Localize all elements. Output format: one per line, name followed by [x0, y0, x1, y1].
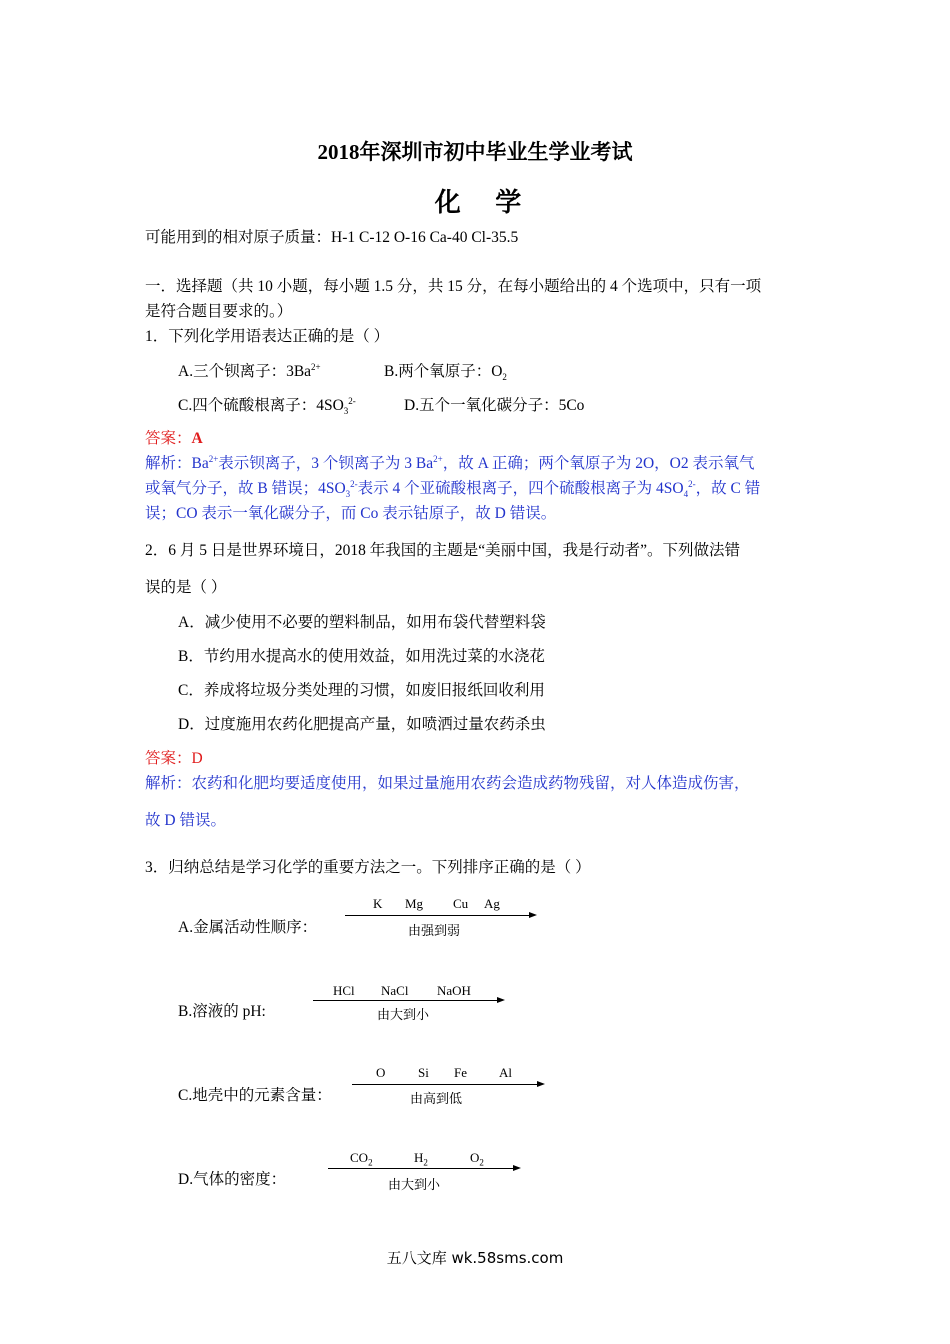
- q3-a-caption: 由强到弱: [408, 924, 461, 939]
- atomic-masses: 可能用到的相对原子质量：H-1 C-12 O-16 Ca-40 Cl-35.5: [145, 229, 519, 246]
- q3-c-item-2: Si: [418, 1065, 429, 1080]
- q3-option-d-label: D.气体的密度：: [178, 1171, 287, 1188]
- q3-d-item-2-text: H: [414, 1150, 424, 1165]
- q1-analysis-l1-c: ，故 A 正确；两个氧原子为 2O，O2 表示氧气: [442, 455, 755, 472]
- subject-title: 化 学: [434, 188, 536, 217]
- q1-analysis-l2-sub1: 3: [345, 489, 351, 500]
- q3-a-item-3: Cu: [453, 896, 469, 911]
- q2-answer-label: 答案：: [145, 750, 192, 767]
- section-heading-line2: 是符合题目要求的。）: [145, 303, 293, 320]
- q3-c-item-3: Fe: [454, 1065, 467, 1080]
- q3-b-item-2: NaCl: [381, 983, 409, 998]
- q3-d-item-1-text: CO: [350, 1150, 369, 1165]
- q1-analysis-l1-a: 解析：Ba: [145, 455, 209, 472]
- q2-analysis-line1: 解析：农药和化肥均要适度使用，如果过量施用农药会造成药物残留，对人体造成伤害，: [145, 775, 750, 792]
- q3-b-arrow-head: [497, 997, 505, 1003]
- q3-c-caption: 由高到低: [410, 1092, 463, 1107]
- q3-a-item-2: Mg: [405, 896, 424, 911]
- q2-option-b: B．节约用水提高水的使用效益，如用洗过菜的水浇花: [178, 648, 545, 665]
- q1-analysis-l2-b: 表示 4 个亚硫酸根离子，四个硫酸根离子为 4SO: [357, 480, 684, 497]
- q1-answer-label: 答案：: [145, 430, 192, 447]
- q1-option-c-sup: 2-: [348, 395, 356, 406]
- section-heading-line1: 一．选择题（共 10 小题，每小题 1.5 分，共 15 分，在每小题给出的 4 个选项中，只有一项: [145, 278, 762, 295]
- q1-option-a: [178, 361, 321, 383]
- q2-analysis-line2: 故 D 错误。: [145, 812, 226, 829]
- q3-d-arrow-head: [513, 1165, 521, 1171]
- q1-analysis-l2-a: 或氧气分子，故 B 错误；4SO: [145, 480, 346, 497]
- q3-option-a-label: A.金属活动性顺序：: [178, 919, 318, 936]
- q1-analysis-l2-sup1: 2-: [350, 478, 358, 489]
- q1-answer-value: A: [191, 430, 203, 447]
- q1-option-c: [178, 395, 356, 417]
- q1-analysis-line1: [145, 453, 754, 475]
- q2-stem-line1: 2．6 月 5 日是世界环境日，2018 年我国的主题是“美丽中国，我是行动者”。下列做法错: [145, 542, 741, 559]
- q3-d-arrow-line: [328, 1168, 514, 1169]
- footer-watermark: 五八文库 wk.58sms.com: [386, 1249, 564, 1267]
- q2-option-d: D．过度施用农药化肥提高产量，如喷洒过量农药杀虫: [178, 716, 546, 733]
- q1-option-b-sub: 2: [502, 372, 507, 383]
- q3-d-item-2: [414, 1150, 428, 1166]
- q3-c-arrow-head: [537, 1081, 545, 1087]
- q1-option-c-sub: 3: [343, 406, 349, 417]
- q1-stem: 1．下列化学用语表达正确的是（ ）: [145, 328, 390, 345]
- q1-analysis-l1-b: 表示钡离子，3 个钡离子为 3 Ba: [218, 455, 434, 472]
- q3-d-item-3-sub: 2: [479, 1157, 484, 1168]
- q3-d-item-2-sub: 2: [423, 1157, 428, 1168]
- q3-b-item-3: NaOH: [437, 983, 471, 998]
- q3-a-arrow-line: [345, 915, 530, 916]
- q3-d-item-1-sub: 2: [368, 1157, 373, 1168]
- q3-a-item-1: K: [373, 896, 383, 911]
- q1-analysis-l1-sup2: 2+: [433, 453, 443, 464]
- q3-b-caption: 由大到小: [377, 1008, 430, 1023]
- q1-option-c-text: C.四个硫酸根离子：4SO: [178, 397, 344, 414]
- q1-answer: [145, 428, 203, 450]
- q2-option-a: A．减少使用不必要的塑料制品，如用布袋代替塑料袋: [178, 614, 546, 631]
- q1-analysis-line2: [145, 478, 760, 500]
- q3-d-item-3: [470, 1150, 484, 1166]
- q2-stem-line2: 误的是（ ）: [145, 579, 227, 596]
- q1-analysis-l2-c: ，故 C 错: [695, 480, 761, 497]
- q1-analysis-l2-sup2: 2-: [688, 478, 696, 489]
- q1-analysis-line3: 误；CO 表示一氧化碳分子，而 Co 表示钴原子，故 D 错误。: [145, 505, 557, 522]
- q2-answer: [145, 748, 203, 770]
- q3-d-item-1: [350, 1150, 373, 1166]
- q3-stem: 3．归纳总结是学习化学的重要方法之一。下列排序正确的是（ ）: [145, 859, 591, 876]
- q3-option-c-label: C.地壳中的元素含量：: [178, 1087, 332, 1104]
- q1-option-d: D.五个一氧化碳分子：5Co: [404, 397, 585, 414]
- q1-option-a-text: A.三个钡离子：3Ba: [178, 363, 312, 380]
- exam-title: 2018年深圳市初中毕业生学业考试: [317, 140, 633, 164]
- q3-b-item-1: HCl: [333, 983, 355, 998]
- q1-option-b-text: B.两个氧原子：O: [384, 363, 503, 380]
- q3-d-item-3-text: O: [470, 1150, 480, 1165]
- q1-analysis-l1-sup1: 2+: [208, 453, 219, 464]
- q1-analysis-l2-sub2: 4: [683, 489, 689, 500]
- q3-c-item-1: O: [376, 1065, 386, 1080]
- q3-d-caption: 由大到小: [388, 1178, 441, 1193]
- q1-option-a-sup: 2+: [311, 361, 321, 372]
- q3-option-b-label: B.溶液的 pH:: [178, 1003, 266, 1020]
- q3-a-arrow-head: [529, 912, 537, 918]
- q2-option-c: C．养成将垃圾分类处理的习惯，如废旧报纸回收利用: [178, 682, 545, 699]
- q1-option-b: [384, 361, 507, 383]
- q3-c-item-4: Al: [499, 1065, 512, 1080]
- q2-answer-value: D: [191, 750, 203, 767]
- q3-c-arrow-line: [352, 1084, 538, 1085]
- q3-b-arrow-line: [313, 1000, 498, 1001]
- q3-a-item-4: Ag: [484, 896, 500, 911]
